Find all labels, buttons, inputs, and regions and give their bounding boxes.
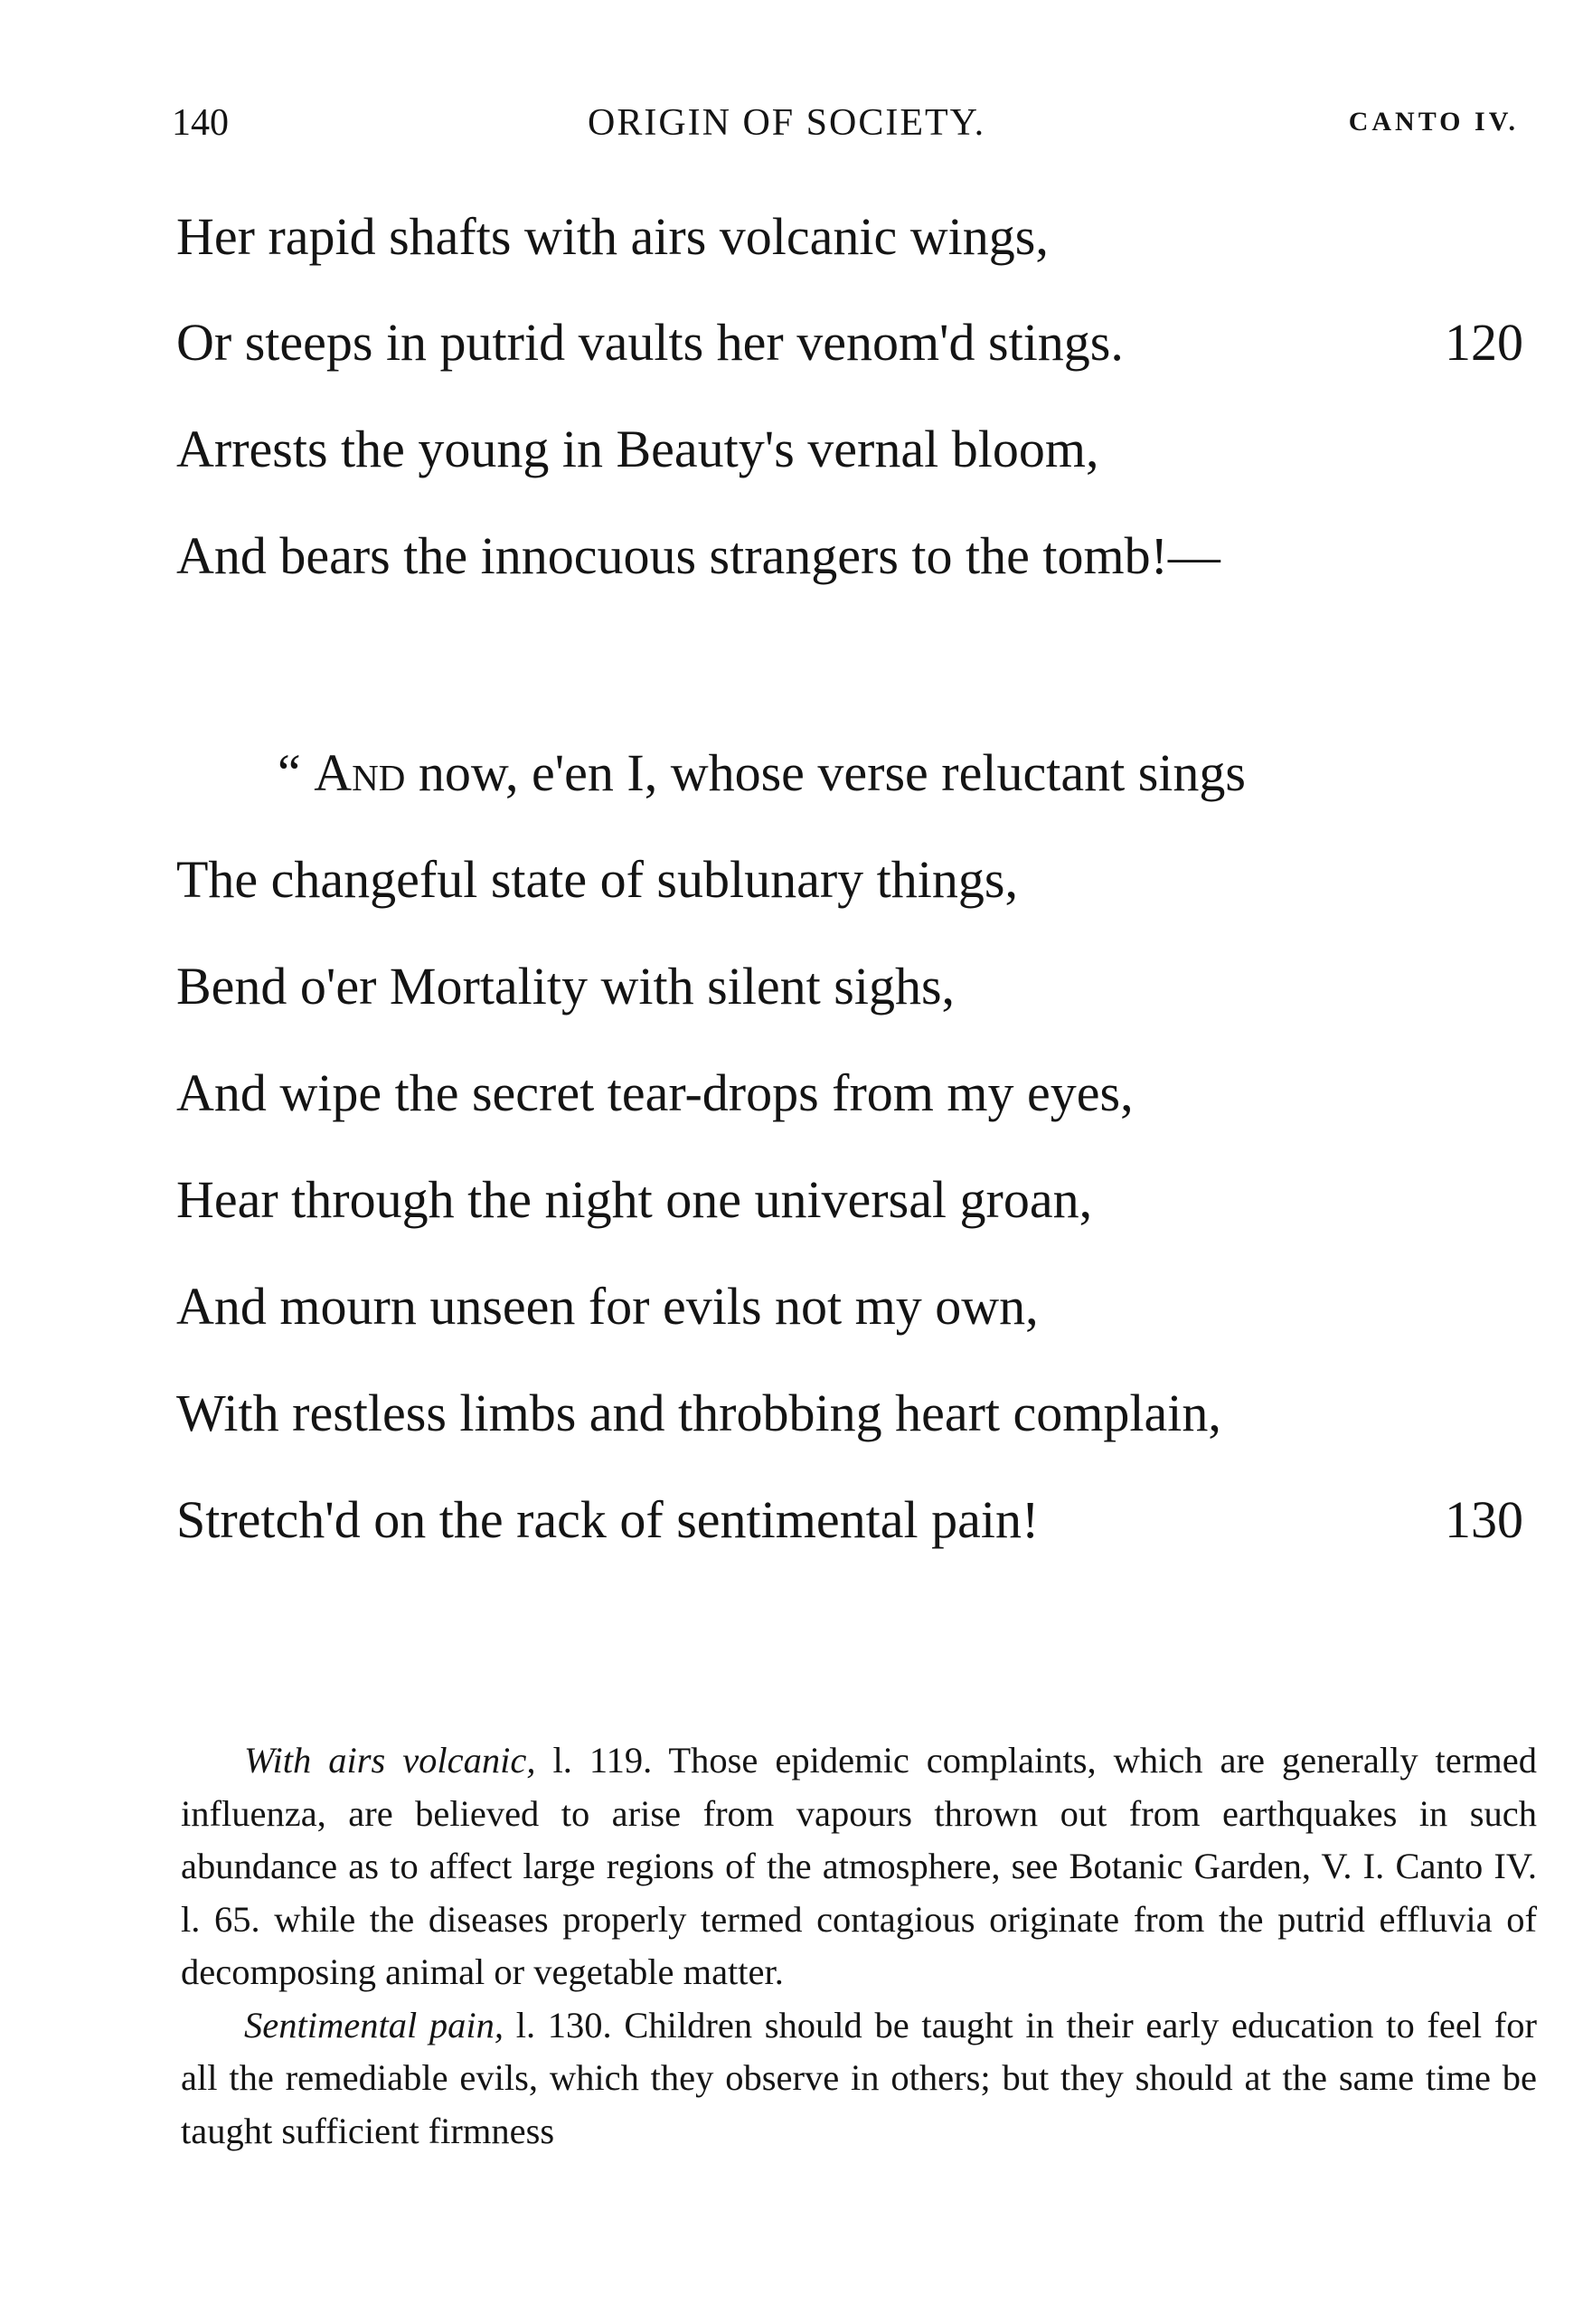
verse-text: With restless limbs and throbbing heart complain, <box>176 1384 1221 1442</box>
verse-text: And wipe the secret tear-drops from my eyes, <box>176 1063 1134 1122</box>
verse-text: The changeful state of sublunary things, <box>176 850 1018 909</box>
verse-line <box>176 1490 1541 1557</box>
verse-line <box>176 957 1541 1024</box>
verse-text: Arrests the young in Beauty's vernal bloom, <box>176 420 1099 478</box>
verse-text: Hear through the night one universal groan, <box>176 1170 1093 1229</box>
verse-text: Bend o'er Mortality with silent sighs, <box>176 957 956 1016</box>
footnote-text: l. 119. Those epidemic complaints, which are generally termed influenza, are believed to arise from vapours thrown out from earthquakes in such abundance as to affect large regions of the atmosphere, see Botanic Garden, V. I. Canto IV. l. 65. while the diseases properly termed contagious originate from the putrid effluvia of decomposing animal or vegetable matter. <box>181 1740 1537 1992</box>
verse-line <box>176 526 1541 593</box>
verse-line <box>176 850 1541 917</box>
verse-line <box>176 1170 1541 1237</box>
opening-rest: now, e'en I, whose verse reluctant sings <box>405 743 1246 802</box>
line-number: 120 <box>1445 313 1523 372</box>
running-header <box>172 101 1528 156</box>
verse-text: Or steeps in putrid vaults her venom'd stings. <box>176 313 1124 372</box>
opening-word: And <box>314 743 406 802</box>
line-number: 130 <box>1445 1490 1523 1549</box>
footnote <box>181 1734 1537 1999</box>
verse-line <box>176 1277 1541 1344</box>
footnote-lemma: With airs volcanic, <box>244 1740 536 1781</box>
verse-text: Her rapid shafts with airs volcanic wings, <box>176 207 1049 266</box>
canto-label: CANTO IV. <box>1348 107 1519 137</box>
verse-line <box>176 1384 1541 1450</box>
footnotes <box>181 1734 1537 2158</box>
verse-line <box>176 313 1541 380</box>
verse-text: And mourn unseen for evils not my own, <box>176 1277 1039 1336</box>
verse-text: Stretch'd on the rack of sentimental pain! <box>176 1490 1040 1549</box>
opening-quote: “ <box>278 743 301 802</box>
verse-line <box>176 207 1541 274</box>
footnote-text: l. 130. Children should be taught in their early education to feel for all the remediable evils, which they observe in others; but they should at the same time be taught sufficient firmness <box>181 2004 1537 2151</box>
verse-line <box>176 420 1541 487</box>
footnote-lemma: Sentimental pain, <box>244 2004 504 2045</box>
page-number: 140 <box>172 102 229 144</box>
verse-text: And bears the innocuous strangers to the tomb!— <box>176 526 1220 585</box>
verse-text-opening <box>278 743 1246 802</box>
footnote <box>181 1999 1537 2159</box>
verse-line <box>176 743 1541 810</box>
running-title: ORIGIN OF SOCIETY. <box>588 102 986 144</box>
verse-line <box>176 1063 1541 1130</box>
